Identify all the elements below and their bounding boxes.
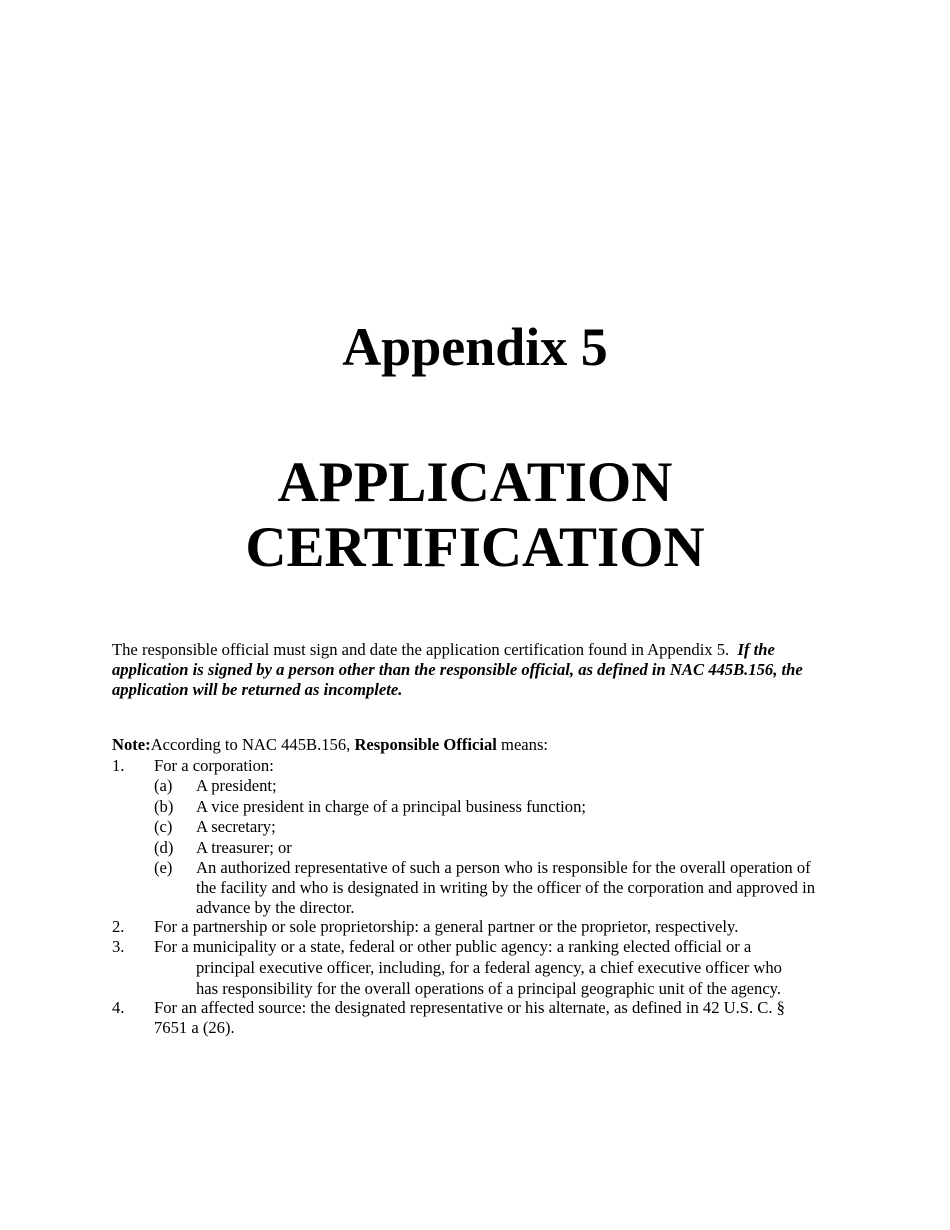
list-item-number: 1. <box>112 756 125 775</box>
list-item-text: has responsibility for the overall operations of a principal geographic unit of the agency. <box>196 979 782 998</box>
note-line <box>112 735 548 755</box>
list-item-text: For a municipality or a state, federal or other public agency: a ranking elected official or a <box>154 937 752 956</box>
list-item-text: For an affected source: the designated representative or his alternate, as defined in 42 U.S. C. § <box>154 998 785 1017</box>
note-text: means: <box>501 735 549 754</box>
sub-item-letter: (a) <box>154 776 173 795</box>
certification-heading <box>0 450 950 580</box>
appendix-title: Appendix 5 <box>342 317 608 377</box>
sub-item-text: A secretary; <box>196 817 276 836</box>
intro-warning-line: application is signed by a person other than the responsible official, as defined in NAC 445B.156, the <box>112 660 803 679</box>
sub-item-letter: (c) <box>154 817 173 836</box>
heading-line: CERTIFICATION <box>245 516 705 579</box>
sub-item-letter: (d) <box>154 838 174 857</box>
list-item-text: 7651 a (26). <box>154 1018 235 1037</box>
list-item-number: 3. <box>112 937 125 956</box>
note-text: According to NAC 445B.156, <box>150 735 351 754</box>
sub-item-text: A treasurer; or <box>196 838 292 857</box>
sub-item-text: advance by the director. <box>196 898 355 917</box>
note-term: Responsible Official <box>354 735 497 754</box>
sub-item-text: An authorized representative of such a person who is responsible for the overall operation of <box>196 858 811 877</box>
list-item-text: For a corporation: <box>154 756 274 775</box>
sub-item-text: A president; <box>196 776 277 795</box>
note-label: Note: <box>112 735 151 754</box>
list-item-number: 2. <box>112 917 125 936</box>
list-item-text: For a partnership or sole proprietorship: a general partner or the proprietor, respectively. <box>154 917 739 936</box>
intro-warning: If the <box>737 640 775 659</box>
list-item-text: principal executive officer, including, for a federal agency, a chief executive officer who <box>196 958 782 977</box>
list-item-number: 4. <box>112 998 125 1017</box>
intro-warning-line: application will be returned as incomplete. <box>112 680 403 699</box>
sub-item-letter: (e) <box>154 858 173 877</box>
intro-line <box>112 640 775 660</box>
sub-item-text: A vice president in charge of a principal business function; <box>196 797 587 816</box>
heading-line: APPLICATION <box>277 451 673 514</box>
intro-text: The responsible official must sign and date the application certification found in Appendix 5. <box>112 640 730 659</box>
sub-item-letter: (b) <box>154 797 174 816</box>
sub-item-text: the facility and who is designated in writing by the officer of the corporation and approved in <box>196 878 816 897</box>
